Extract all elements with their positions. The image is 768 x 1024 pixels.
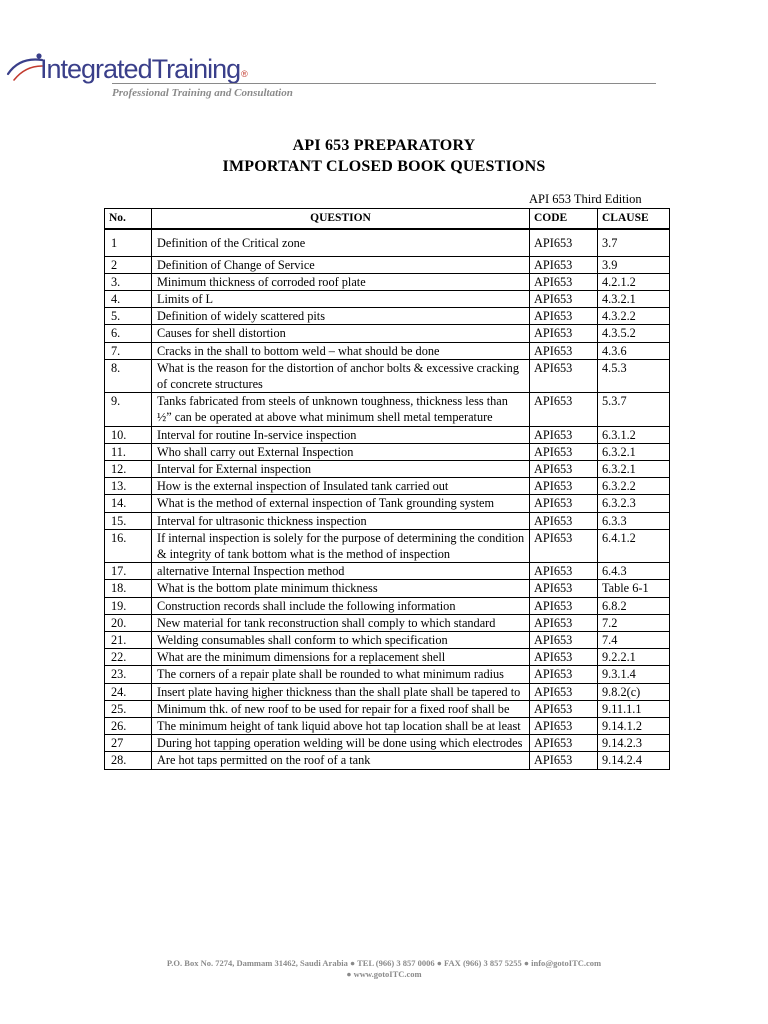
cell-code: API653 xyxy=(530,426,598,443)
cell-clause: 6.3.2.2 xyxy=(598,478,670,495)
cell-clause: 3.9 xyxy=(598,256,670,273)
table-row xyxy=(105,649,670,666)
cell-clause: 4.3.2.2 xyxy=(598,308,670,325)
cell-clause: 6.3.1.2 xyxy=(598,426,670,443)
cell-code: API653 xyxy=(530,614,598,631)
cell-code: API653 xyxy=(530,512,598,529)
table-row xyxy=(105,529,670,562)
cell-question: What are the minimum dimensions for a replacement shell xyxy=(152,649,530,666)
table-row xyxy=(105,717,670,734)
cell-no: 1 xyxy=(105,229,152,256)
table-body xyxy=(105,229,670,769)
table-row xyxy=(105,256,670,273)
cell-question: Minimum thickness of corroded roof plate xyxy=(152,273,530,290)
header-rule xyxy=(112,83,656,84)
table-row xyxy=(105,666,670,683)
table-header-row xyxy=(105,209,670,230)
cell-no: 7. xyxy=(105,342,152,359)
header-no: No. xyxy=(105,209,152,230)
cell-code: API653 xyxy=(530,342,598,359)
cell-no: 10. xyxy=(105,426,152,443)
cell-no: 12. xyxy=(105,460,152,477)
table-row xyxy=(105,512,670,529)
table-row xyxy=(105,735,670,752)
logo-text: IntegratedTraining® xyxy=(40,54,247,84)
cell-question: Who shall carry out External Inspection xyxy=(152,443,530,460)
cell-clause: 6.3.2.1 xyxy=(598,443,670,460)
cell-no: 21. xyxy=(105,631,152,648)
cell-code: API653 xyxy=(530,393,598,426)
cell-code: API653 xyxy=(530,308,598,325)
cell-question: If internal inspection is solely for the purpose of determining the condition & integrity of tank bottom what is the method of inspection xyxy=(152,529,530,562)
cell-no: 2 xyxy=(105,256,152,273)
cell-no: 6. xyxy=(105,325,152,342)
cell-clause: 9.8.2(c) xyxy=(598,683,670,700)
header-code: CODE xyxy=(530,209,598,230)
cell-code: API653 xyxy=(530,597,598,614)
cell-question: Welding consumables shall conform to which specification xyxy=(152,631,530,648)
cell-question: Tanks fabricated from steels of unknown toughness, thickness less than ½” can be operated at above what minimum shell metal temperature xyxy=(152,393,530,426)
cell-clause: 7.2 xyxy=(598,614,670,631)
cell-code: API653 xyxy=(530,666,598,683)
cell-question: Causes for shell distortion xyxy=(152,325,530,342)
cell-code: API653 xyxy=(530,700,598,717)
cell-code: API653 xyxy=(530,443,598,460)
cell-no: 15. xyxy=(105,512,152,529)
table-row xyxy=(105,393,670,426)
cell-question: Construction records shall include the following information xyxy=(152,597,530,614)
cell-question: Definition of the Critical zone xyxy=(152,229,530,256)
cell-code: API653 xyxy=(530,478,598,495)
cell-clause: 4.2.1.2 xyxy=(598,273,670,290)
cell-code: API653 xyxy=(530,290,598,307)
cell-question: What is the reason for the distortion of anchor bolts & excessive cracking of concrete structures xyxy=(152,359,530,392)
table-row xyxy=(105,229,670,256)
cell-question: Definition of widely scattered pits xyxy=(152,308,530,325)
cell-question: New material for tank reconstruction shall comply to which standard xyxy=(152,614,530,631)
table-row xyxy=(105,700,670,717)
table-row xyxy=(105,460,670,477)
cell-clause: 9.2.2.1 xyxy=(598,649,670,666)
table-row xyxy=(105,478,670,495)
cell-question: Cracks in the shall to bottom weld – what should be done xyxy=(152,342,530,359)
footer-website: ● www.gotoITC.com xyxy=(346,969,422,979)
cell-clause: 6.4.3 xyxy=(598,563,670,580)
cell-question: The corners of a repair plate shall be rounded to what minimum radius xyxy=(152,666,530,683)
cell-code: API653 xyxy=(530,752,598,769)
document-title: API 653 PREPARATORY xyxy=(292,137,476,154)
cell-code: API653 xyxy=(530,631,598,648)
cell-code: API653 xyxy=(530,563,598,580)
cell-no: 18. xyxy=(105,580,152,597)
cell-no: 5. xyxy=(105,308,152,325)
cell-code: API653 xyxy=(530,717,598,734)
cell-no: 19. xyxy=(105,597,152,614)
tagline: Professional Training and Consultation xyxy=(112,87,293,99)
cell-code: API653 xyxy=(530,735,598,752)
table-row xyxy=(105,426,670,443)
table-row xyxy=(105,752,670,769)
edition-label: API 653 Third Edition xyxy=(529,192,642,206)
cell-clause: 6.3.3 xyxy=(598,512,670,529)
cell-no: 16. xyxy=(105,529,152,562)
cell-code: API653 xyxy=(530,359,598,392)
cell-question: Interval for routine In-service inspection xyxy=(152,426,530,443)
cell-no: 24. xyxy=(105,683,152,700)
table-row xyxy=(105,443,670,460)
cell-question: How is the external inspection of Insulated tank carried out xyxy=(152,478,530,495)
cell-question: Interval for ultrasonic thickness inspection xyxy=(152,512,530,529)
cell-no: 28. xyxy=(105,752,152,769)
table-row xyxy=(105,597,670,614)
cell-clause: 3.7 xyxy=(598,229,670,256)
cell-clause: 6.4.1.2 xyxy=(598,529,670,562)
cell-clause: 9.14.2.4 xyxy=(598,752,670,769)
cell-code: API653 xyxy=(530,273,598,290)
table-row xyxy=(105,290,670,307)
cell-clause: 7.4 xyxy=(598,631,670,648)
cell-code: API653 xyxy=(530,229,598,256)
cell-no: 11. xyxy=(105,443,152,460)
table-row xyxy=(105,563,670,580)
cell-code: API653 xyxy=(530,495,598,512)
company-logo xyxy=(6,48,266,88)
table-row xyxy=(105,580,670,597)
cell-clause: 9.14.1.2 xyxy=(598,717,670,734)
cell-question: Definition of Change of Service xyxy=(152,256,530,273)
table-row xyxy=(105,273,670,290)
cell-no: 17. xyxy=(105,563,152,580)
cell-no: 8. xyxy=(105,359,152,392)
cell-no: 3. xyxy=(105,273,152,290)
cell-no: 22. xyxy=(105,649,152,666)
footer-address: P.O. Box No. 7274, Dammam 31462, Saudi Arabia ● TEL (966) 3 857 0006 ● FAX (966) 3 857 5255 ● info@gotoITC.com xyxy=(166,958,602,968)
cell-clause: 9.11.1.1 xyxy=(598,700,670,717)
cell-question: alternative Internal Inspection method xyxy=(152,563,530,580)
cell-code: API653 xyxy=(530,529,598,562)
table-row xyxy=(105,495,670,512)
header-question: QUESTION xyxy=(152,209,530,230)
cell-clause: 6.3.2.3 xyxy=(598,495,670,512)
cell-question: Insert plate having higher thickness than the shall plate shall be tapered to xyxy=(152,683,530,700)
cell-no: 25. xyxy=(105,700,152,717)
cell-question: What is the method of external inspection of Tank grounding system xyxy=(152,495,530,512)
cell-code: API653 xyxy=(530,683,598,700)
cell-question: Interval for External inspection xyxy=(152,460,530,477)
cell-clause: 4.3.5.2 xyxy=(598,325,670,342)
cell-no: 4. xyxy=(105,290,152,307)
cell-code: API653 xyxy=(530,325,598,342)
cell-code: API653 xyxy=(530,649,598,666)
cell-question: The minimum height of tank liquid above hot tap location shall be at least xyxy=(152,717,530,734)
page-header xyxy=(0,42,768,102)
cell-question: Are hot taps permitted on the roof of a tank xyxy=(152,752,530,769)
cell-no: 20. xyxy=(105,614,152,631)
cell-clause: 9.3.1.4 xyxy=(598,666,670,683)
table-row xyxy=(105,359,670,392)
cell-no: 27 xyxy=(105,735,152,752)
page-footer xyxy=(0,958,768,980)
cell-clause: 6.3.2.1 xyxy=(598,460,670,477)
cell-no: 13. xyxy=(105,478,152,495)
header-clause: CLAUSE xyxy=(598,209,670,230)
cell-no: 26. xyxy=(105,717,152,734)
cell-code: API653 xyxy=(530,460,598,477)
cell-clause: 9.14.2.3 xyxy=(598,735,670,752)
cell-clause: 4.5.3 xyxy=(598,359,670,392)
cell-question: What is the bottom plate minimum thickness xyxy=(152,580,530,597)
cell-clause: 6.8.2 xyxy=(598,597,670,614)
questions-table xyxy=(104,208,670,770)
cell-no: 23. xyxy=(105,666,152,683)
cell-clause: Table 6-1 xyxy=(598,580,670,597)
table-row xyxy=(105,631,670,648)
cell-code: API653 xyxy=(530,256,598,273)
cell-question: Minimum thk. of new roof to be used for repair for a fixed roof shall be xyxy=(152,700,530,717)
table-row xyxy=(105,325,670,342)
cell-code: API653 xyxy=(530,580,598,597)
cell-clause: 5.3.7 xyxy=(598,393,670,426)
table-row xyxy=(105,683,670,700)
table-row xyxy=(105,342,670,359)
cell-no: 9. xyxy=(105,393,152,426)
cell-question: Limits of L xyxy=(152,290,530,307)
cell-no: 14. xyxy=(105,495,152,512)
cell-question: During hot tapping operation welding will be done using which electrodes xyxy=(152,735,530,752)
table-row xyxy=(105,308,670,325)
cell-clause: 4.3.2.1 xyxy=(598,290,670,307)
table-row xyxy=(105,614,670,631)
document-subtitle: IMPORTANT CLOSED BOOK QUESTIONS xyxy=(222,158,546,175)
cell-clause: 4.3.6 xyxy=(598,342,670,359)
